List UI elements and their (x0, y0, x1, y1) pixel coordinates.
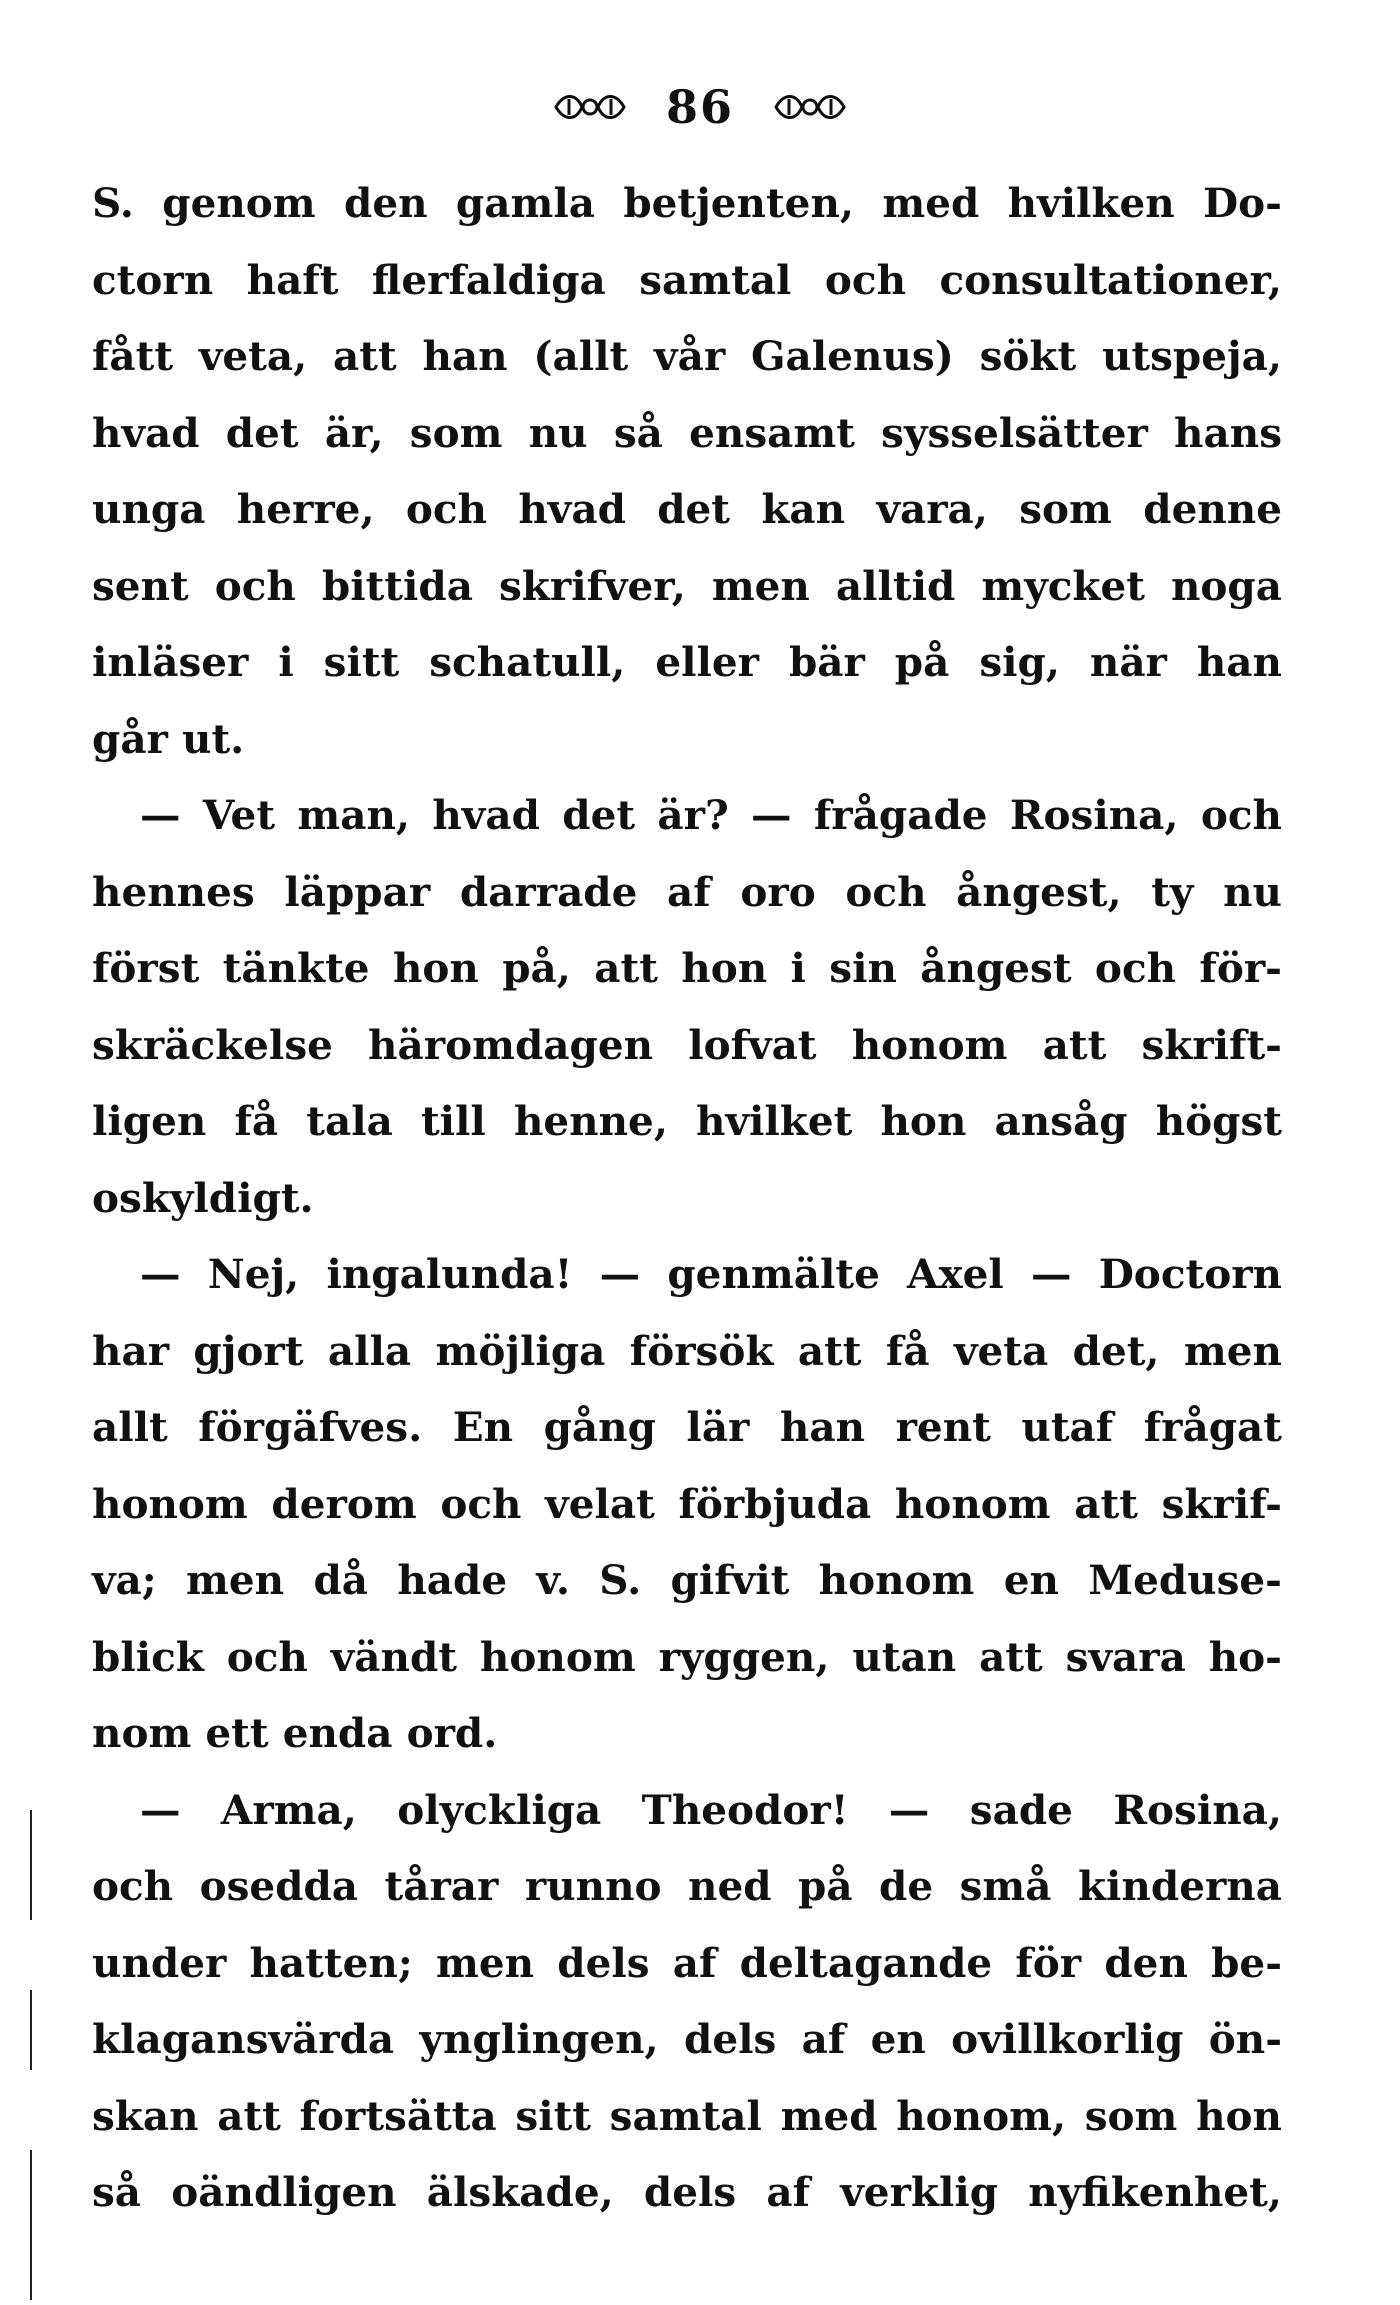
text-line: skan att fortsätta sitt samtal med honom, som hon (92, 2091, 1282, 2140)
text-line: har gjort alla möjliga försök att få veta det, men (92, 1326, 1282, 1375)
text-line: ctorn haft flerfaldiga samtal och consultationer, (92, 255, 1282, 304)
text-line: ligen få tala till henne, hvilket hon ansåg högst (92, 1097, 1282, 1145)
text-line: hennes läppar darrade af oro och ångest, ty nu (92, 867, 1282, 916)
text-line: oskyldigt. (92, 1173, 314, 1222)
ornament-icon (552, 89, 628, 125)
text-line: fått veta, att han (allt vår Galenus) sökt utspeja, (92, 332, 1282, 380)
text-line: klagansvärda ynglingen, dels af en ovillkorlig ön- (92, 2015, 1282, 2063)
text-line: va; men då hade v. S. gifvit honom en Meduse- (92, 1556, 1282, 1604)
margin-rule (30, 2150, 32, 2300)
page-header (0, 72, 1400, 142)
text-line: S. genom den gamla betjenten, med hvilken Do- (92, 179, 1282, 227)
text-line: unga herre, och hvad det kan vara, som denne (92, 485, 1282, 533)
text-line: först tänkte hon på, att hon i sin ångest och för- (92, 944, 1282, 992)
text-line: — Nej, ingalunda! — genmälte Axel — Doctorn (140, 1250, 1282, 1298)
margin-rule (30, 1810, 32, 1920)
text-line: sent och bittida skrifver, men alltid mycket noga (92, 561, 1282, 610)
text-line: honom derom och velat förbjuda honom att skrif- (92, 1479, 1282, 1528)
text-line: allt förgäfves. En gång lär han rent utaf frågat (92, 1403, 1282, 1451)
text-line: inläser i sitt schatull, eller bär på sig, när han (92, 638, 1282, 686)
text-line: blick och vändt honom ryggen, utan att svara ho- (92, 1632, 1282, 1681)
text-line: skräckelse häromdagen lofvat honom att skrift- (92, 1020, 1282, 1069)
text-line: hvad det är, som nu så ensamt sysselsätter hans (92, 408, 1282, 457)
body-text (92, 165, 1282, 2231)
text-line: — Vet man, hvad det är? — frågade Rosina, och (140, 791, 1282, 839)
text-line: och osedda tårar runno ned på de små kinderna (92, 1862, 1282, 1910)
page-number: 86 (665, 80, 734, 134)
text-line: under hatten; men dels af deltagande för den be- (92, 1938, 1282, 1987)
ornament-icon (772, 89, 848, 125)
text-line: så oändligen älskade, dels af verklig nyfikenhet, (92, 2168, 1282, 2216)
text-line: nom ett enda ord. (92, 1709, 498, 1757)
text-line: — Arma, olyckliga Theodor! — sade Rosina, (140, 1785, 1282, 1834)
margin-rule (30, 1990, 32, 2070)
text-line: går ut. (92, 714, 245, 763)
